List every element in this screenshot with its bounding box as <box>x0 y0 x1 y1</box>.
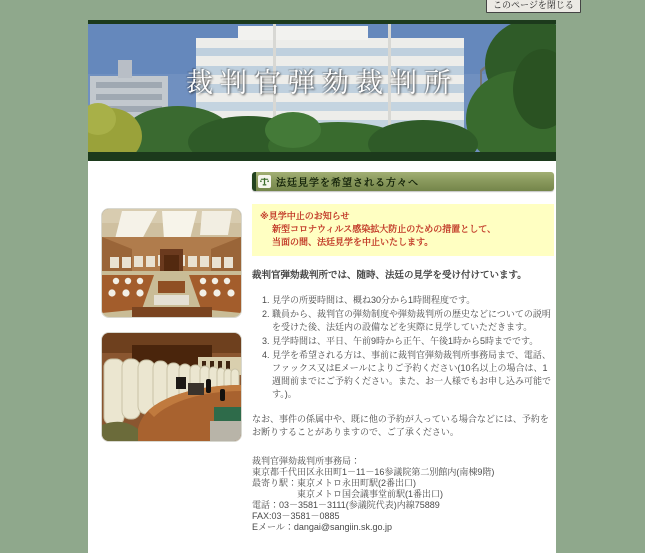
section-heading: 法廷見学を希望される方々へ <box>276 178 419 189</box>
close-page-button[interactable]: このページを閉じる <box>486 0 581 13</box>
main-content <box>88 161 556 553</box>
notice-line: 当面の間、法廷見学を中止いたします。 <box>272 237 434 247</box>
scales-of-justice-icon <box>258 175 271 188</box>
contact-email[interactable]: Eメール：dangai@sangiin.sk.go.jp <box>252 522 393 532</box>
station-2: 東京メトロ国会議事堂前駅(1番出口) <box>297 489 444 499</box>
judges-bench-photo <box>101 332 242 442</box>
list-item: 3. 見学時間は、平日、午前9時から正午、午後1時から5時までです。 <box>272 335 554 348</box>
section-header-bar <box>252 172 554 191</box>
page-header <box>88 20 556 161</box>
contact-title: 裁判官弾劾裁判所事務局： <box>252 456 361 466</box>
contact-fax: FAX:03－3581－0885 <box>252 511 340 521</box>
note-text: なお、事件の係属中や、既に他の予約が入っている場合などには、予約をお断りすることがありますので、ご了承ください。 <box>252 414 549 437</box>
list-item: 2. 職員から、裁判官の弾劾制度や弾劾裁判所の歴史などについての説明を受けた後、法廷内の設備などを実際に見学していただきます。 <box>272 308 554 334</box>
station-label: 最寄り駅： <box>252 478 298 488</box>
suspension-notice <box>252 204 554 256</box>
station-1: 東京メトロ永田町駅(2番出口) <box>297 478 417 488</box>
contact-tel: 電話：03－3581－3111(参議院代表)内線75889 <box>252 500 440 510</box>
photo-column <box>88 161 252 533</box>
notice-line: 新型コロナウィルス感染拡大防止のための措置として、 <box>272 224 497 234</box>
notice-title: ※見学中止のお知らせ <box>260 211 350 221</box>
list-item: 1. 見学の所要時間は、概ね30分から1時間程度です。 <box>272 294 554 307</box>
page-title: 裁判官弾劾裁判所 <box>186 68 458 99</box>
visit-info-list <box>252 294 554 401</box>
intro-text: 裁判官弾劾裁判所では、随時、法廷の見学を受け付けています。 <box>252 270 527 281</box>
contact-address: 東京都千代田区永田町1－11－16参議院第二別館内(南棟9階) <box>252 467 495 477</box>
text-column <box>252 161 554 533</box>
list-item: 4. 見学を希望される方は、事前に裁判官弾劾裁判所事務局まで、電話、ファックス又はEメールによりご予約ください(10名以上の場合は、1週間前までにご予約ください。また、お一人様でもお申し込み可能です。)。 <box>272 349 554 401</box>
page-column <box>88 20 556 553</box>
header-divider-bar <box>88 152 556 161</box>
courtroom-photo <box>101 208 242 318</box>
contact-block <box>252 456 554 533</box>
